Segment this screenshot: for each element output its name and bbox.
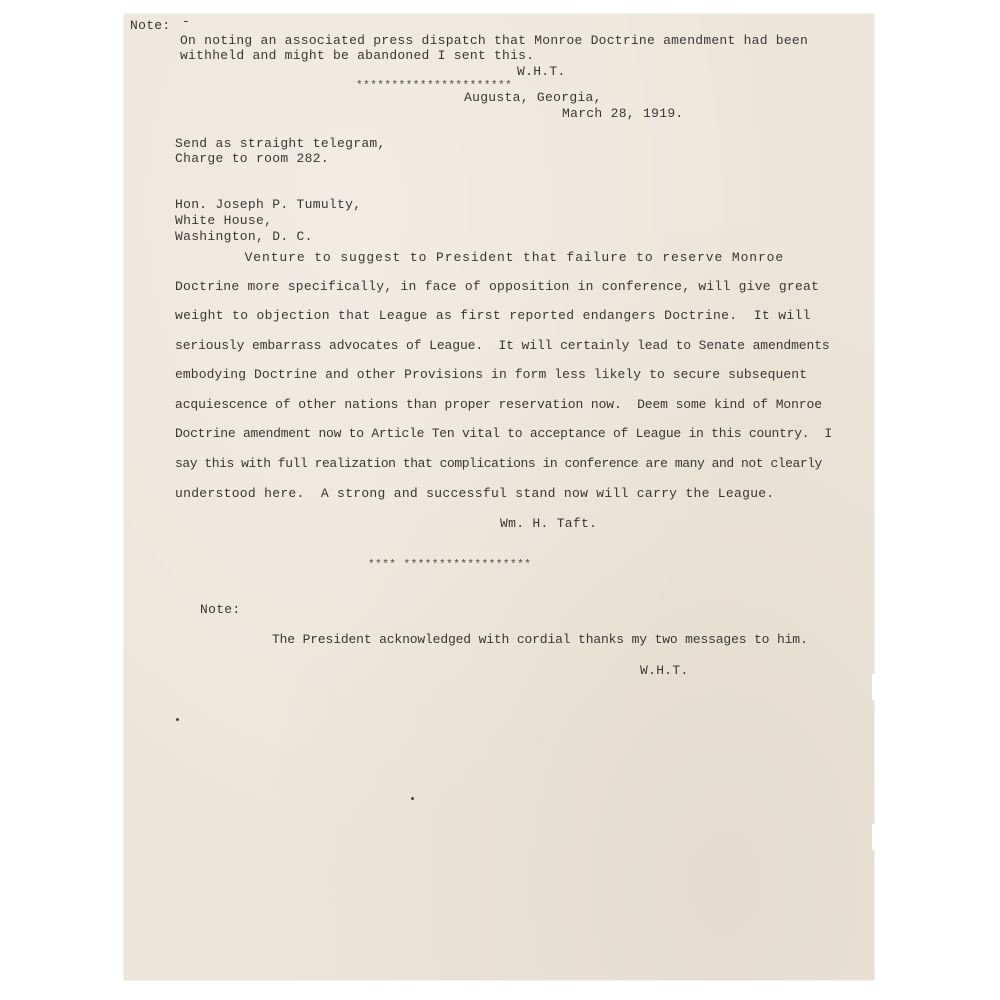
instruction-line: Send as straight telegram, [175,136,386,151]
instruction-line: Charge to room 282. [175,151,329,166]
addressee-line: Washington, D. C. [175,229,313,244]
bottom-note-text: The President acknowledged with cordial thanks my two messages to him. [272,632,808,647]
bottom-note-initials: W.H.T. [640,663,689,678]
body-line: say this with full realization that complications in conference are many and not clearly [175,456,822,471]
body-line: seriously embarrass advocates of League. It will certainly lead to Senate amendments [175,338,830,353]
paper-edge-tear [872,824,876,850]
bottom-note-label: Note: [200,602,241,617]
paper-speck [411,797,414,800]
body-line: acquiescence of other nations than proper reservation now. Deem some kind of Monroe [175,397,822,412]
body-line: Doctrine more specifically, in face of opposition in conference, will give great [175,279,820,294]
addressee-line: White House, [175,213,273,228]
top-note-mark: - [182,14,191,29]
top-note-line-1: On noting an associated press dispatch that Monroe Doctrine amendment had been [180,33,808,48]
addressee-line: Hon. Joseph P. Tumulty, [175,197,362,212]
paper-edge-tear [872,674,876,700]
body-line: weight to objection that League as first reported endangers Doctrine. It will [175,308,811,323]
paper-speck [176,718,179,721]
top-note-label: Note: [130,18,171,33]
top-note-initials: W.H.T. [517,64,566,79]
top-note-line-2: withheld and might be abandoned I sent this. [180,48,535,63]
body-line: embodying Doctrine and other Provisions in form less likely to secure subsequent [175,367,808,382]
date-line: March 28, 1919. [562,106,684,121]
place-line: Augusta, Georgia, [464,90,602,105]
divider-bottom: **** ****************** [368,559,532,571]
body-line: understood here. A strong and successful stand now will carry the League. [175,486,775,501]
divider-top: ********************** [356,80,513,92]
signature: Wm. H. Taft. [500,516,598,531]
body-line: Venture to suggest to President that failure to reserve Monroe [175,250,785,265]
body-line: Doctrine amendment now to Article Ten vital to acceptance of League in this country. I [175,426,832,441]
